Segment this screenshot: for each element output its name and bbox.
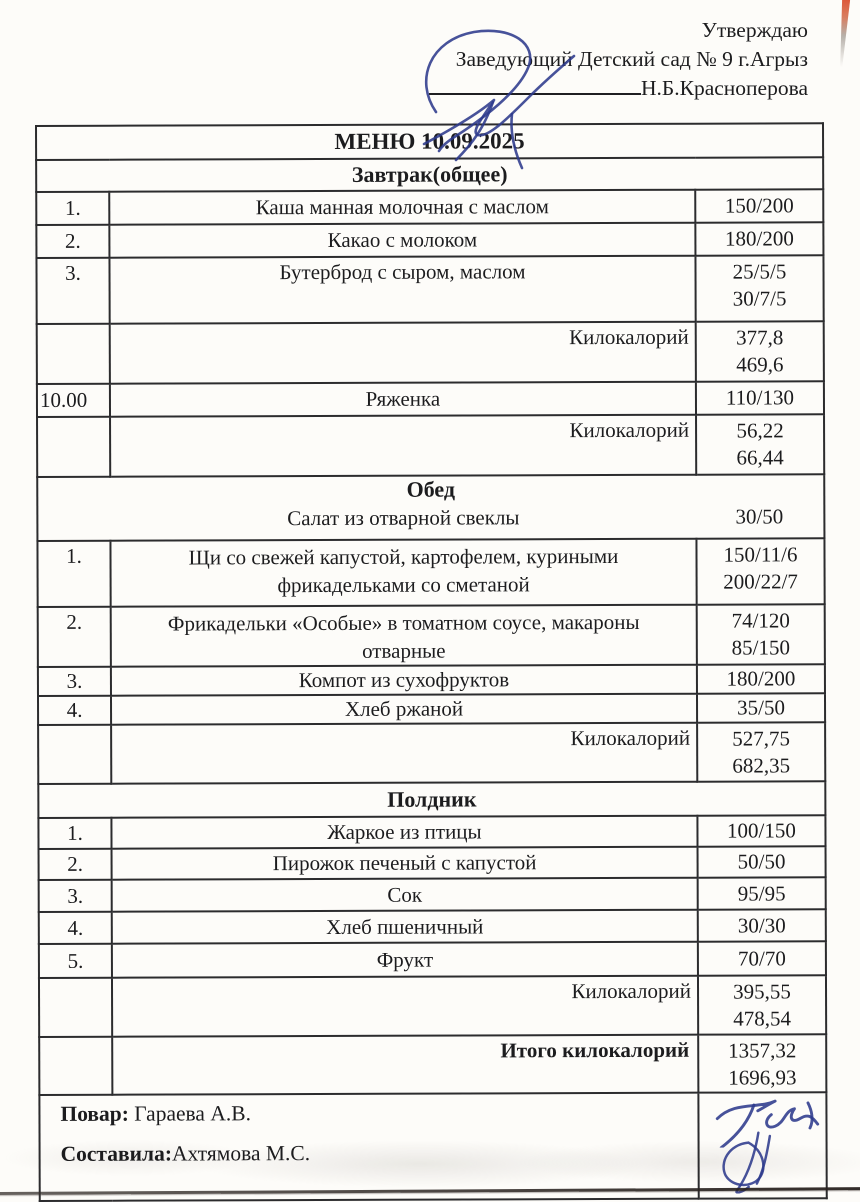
dish-name: Хлеб пшеничный: [112, 910, 698, 944]
kcal-row: [37, 414, 824, 477]
table-row: [36, 189, 823, 225]
signature-underline: [429, 73, 641, 95]
dish-line-2: отварные: [362, 638, 446, 663]
cook-line: [60, 1100, 693, 1127]
table-row: [39, 846, 826, 880]
portion-value: 150/200: [695, 189, 823, 222]
portion-value: 30/30: [698, 909, 826, 941]
menu-title: МЕНЮ 10.09.2025: [36, 123, 823, 160]
kcal-value-1: 377,8: [736, 325, 784, 350]
table-row: [37, 381, 824, 417]
kcal-value-2: 478,54: [733, 1006, 792, 1031]
row-number-empty: [37, 417, 110, 477]
dish-line-1: Щи со свежей капустой, картофелем, куриными: [188, 543, 619, 570]
compiler-signature-icon: [705, 1129, 809, 1193]
row-number: 4.: [38, 696, 111, 725]
compiler-line: [61, 1140, 694, 1167]
portion-value: 100/150: [697, 815, 825, 846]
portion-value: 50/50: [697, 846, 825, 877]
scan-artifact-red-sliver: [834, 0, 854, 67]
approval-line-approve: Утверждаю: [701, 18, 808, 42]
dish-name: Жаркое из птицы: [111, 816, 697, 849]
portion-cell: [695, 255, 823, 321]
compiler-label: Составила:: [60, 1141, 173, 1166]
row-number-empty: [39, 978, 112, 1037]
row-number-empty: [39, 1037, 112, 1095]
section-lunch-title: Обед: [406, 476, 456, 502]
portion-cell: [696, 538, 824, 604]
kcal-row: [37, 321, 824, 384]
row-number: 3.: [36, 258, 109, 324]
section-breakfast-title: Завтрак(общее): [36, 157, 823, 192]
dish-line-2: фрикадельками со сметаной: [277, 572, 530, 598]
section-lunch-row: [37, 474, 824, 541]
dish-name: Ряженка: [110, 382, 696, 417]
row-number-empty: [37, 324, 110, 384]
portion-value: 180/200: [697, 664, 825, 693]
row-number: 4.: [39, 912, 112, 944]
row-number: 1.: [38, 818, 111, 849]
salad-portion: 30/50: [735, 504, 784, 529]
dish-name: Каша манная молочная с маслом: [109, 190, 695, 225]
kcal-label: Килокалорий: [112, 976, 698, 1037]
total-value-1: 1357,32: [728, 1038, 797, 1063]
kcal-row: [39, 975, 826, 1037]
portion-value: 110/130: [696, 381, 824, 414]
menu-title-row: [36, 123, 823, 160]
kcal-value-1: 527,75: [732, 726, 791, 751]
total-kcal-values: [698, 1034, 826, 1092]
row-time: 10.00: [37, 384, 110, 417]
kcal-value-2: 469,6: [736, 352, 784, 377]
table-row: [39, 909, 826, 944]
signatures-cell: [698, 1092, 826, 1198]
dish-name: Пирожок печеный с капустой: [112, 847, 698, 880]
portion-line-2: 30/7/5: [732, 286, 787, 311]
salad-num-empty: [38, 504, 111, 534]
dish-name: Хлеб ржаной: [111, 694, 697, 725]
kcal-values: [697, 722, 825, 781]
salad-row: [38, 501, 823, 534]
dish-name: Сок: [112, 878, 698, 912]
portion-line-2: 200/22/7: [723, 569, 798, 594]
kcal-label: Килокалорий: [110, 322, 696, 384]
total-row: [39, 1034, 826, 1095]
portion-value: 95/95: [698, 877, 826, 909]
kcal-value-1: 395,55: [733, 979, 791, 1004]
lunch-section-cell: [37, 474, 824, 541]
table-row: [38, 693, 825, 725]
table-row: [39, 877, 826, 912]
kcal-values: [696, 321, 824, 381]
total-value-2: 1696,93: [728, 1065, 797, 1090]
total-kcal-label: Итого килокалорий: [112, 1035, 698, 1095]
portion-line-1: 74/120: [731, 608, 790, 633]
table-row: [38, 815, 825, 849]
portion-value: 70/70: [698, 941, 826, 975]
approval-line-name: [429, 73, 808, 103]
footer-names-cell: [39, 1093, 698, 1201]
kcal-label: Килокалорий: [111, 723, 697, 784]
dish-name: [110, 539, 696, 607]
kcal-values: [698, 975, 826, 1034]
approval-line-director: Заведующий Детский сад № 9 г.Агрыз: [455, 46, 808, 71]
portion-line-1: 150/11/6: [723, 542, 798, 567]
row-number: 2.: [38, 607, 111, 667]
cook-name: Гараева А.В.: [128, 1101, 251, 1126]
dish-name: Фрукт: [112, 942, 698, 978]
kcal-value-1: 56,22: [736, 418, 784, 443]
table-row: [37, 538, 824, 607]
dish-name: Бутерброд с сыром, маслом: [109, 256, 695, 324]
row-number: 2.: [39, 849, 112, 880]
menu-table: [35, 122, 828, 1202]
table-row: [38, 604, 825, 667]
dish-name: Компот из сухофруктов: [111, 665, 697, 696]
cook-label: Повар:: [60, 1101, 129, 1126]
row-number: 5.: [39, 944, 112, 978]
dish-line-1: Фрикадельки «Особые» в томатном соусе, макароны: [167, 609, 640, 636]
row-number: 3.: [38, 667, 111, 696]
section-breakfast-row: [36, 157, 823, 192]
dish-name: [111, 605, 697, 667]
kcal-value-2: 66,44: [736, 445, 784, 470]
compiler-name: Ахтямова М.С.: [171, 1141, 311, 1166]
portion-line-2: 85/150: [731, 635, 791, 660]
kcal-value-2: 682,35: [732, 753, 791, 778]
section-snack-row: [38, 781, 825, 818]
approval-name: Н.Б.Красноперова: [640, 76, 808, 100]
portion-line-1: 25/5/5: [732, 259, 787, 284]
approval-block: [429, 16, 808, 103]
row-number: 2.: [36, 225, 109, 258]
portion-value: 35/50: [697, 693, 825, 722]
table-row: [38, 664, 825, 696]
salad-dish: Салат из отварной свеклы: [287, 505, 520, 531]
portion-value: 180/200: [695, 222, 823, 255]
kcal-row: [38, 722, 825, 784]
row-number: 1.: [36, 192, 109, 225]
row-number: 3.: [39, 880, 112, 912]
table-row: [36, 255, 823, 324]
portion-cell: [697, 604, 825, 664]
row-number-empty: [38, 725, 111, 784]
dish-name: Какао с молоком: [109, 223, 695, 258]
row-number: 1.: [37, 541, 110, 607]
section-snack-title: Полдник: [38, 781, 825, 818]
footer-row: [39, 1092, 826, 1201]
kcal-values: [696, 414, 824, 474]
kcal-label: Килокалорий: [110, 415, 696, 477]
table-row: [36, 222, 823, 258]
table-row: [39, 941, 826, 978]
